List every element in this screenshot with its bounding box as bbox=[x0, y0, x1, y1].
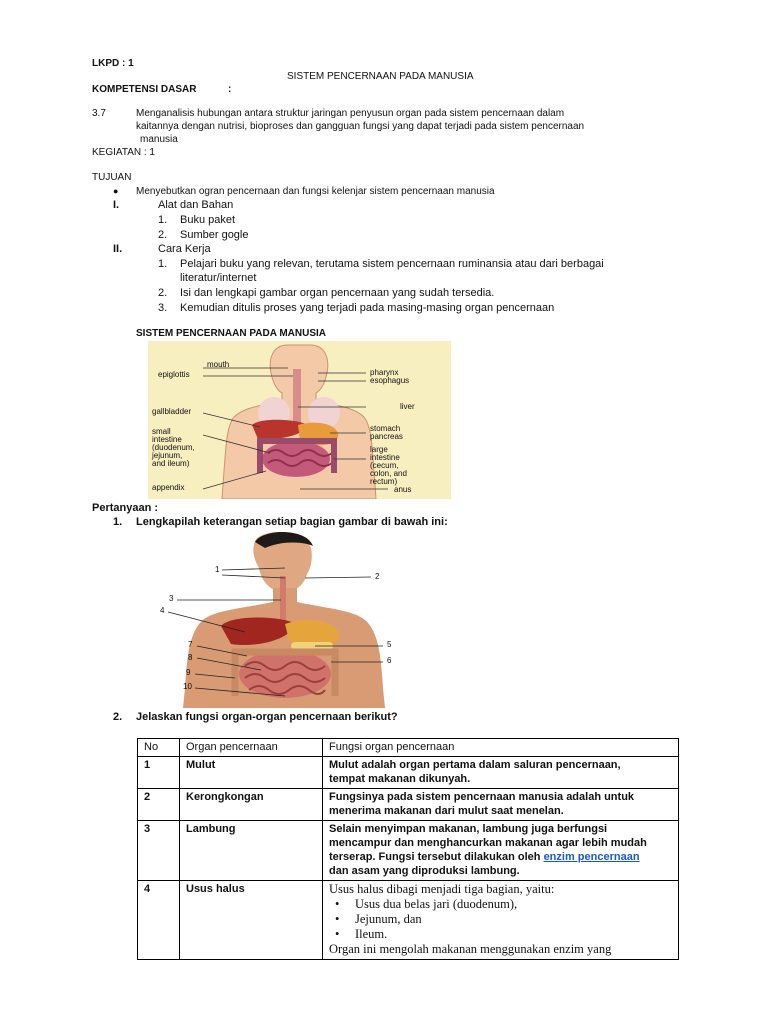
figure-number-1: 1 bbox=[215, 565, 220, 574]
row-3-line-1: Selain menyimpan makanan, lambung juga berfungsi bbox=[329, 823, 608, 835]
label-rectum: rectum) bbox=[370, 477, 398, 486]
label-small: small bbox=[152, 427, 171, 436]
document-title: SISTEM PENCERNAAN PADA MANUSIA bbox=[287, 71, 474, 82]
section-1-item-2-text: Sumber gogle bbox=[180, 229, 249, 241]
row-4-function bbox=[323, 881, 679, 960]
man-torso-illustration bbox=[135, 528, 440, 708]
kd-line-2: kaitannya dengan nutrisi, bioproses dan gangguan fungsi yang dapat terjadi pada sistem pencernaan bbox=[136, 121, 585, 132]
section-1-item-2-num: 2. bbox=[158, 229, 168, 241]
row-3-line-3 bbox=[329, 850, 672, 864]
section-2-item-1-cont: literatur/internet bbox=[180, 272, 257, 284]
row-3-organ: Lambung bbox=[180, 821, 323, 881]
label-pancreas: pancreas bbox=[370, 432, 403, 441]
header-no: No bbox=[138, 739, 180, 757]
label-epiglottis: epiglottis bbox=[158, 370, 190, 379]
section-2-numeral: II. bbox=[113, 243, 123, 255]
row-4-bullet-list bbox=[329, 897, 672, 942]
row-3-line-4: dan asam yang diproduksi lambung. bbox=[329, 865, 520, 877]
section-2-item-2-text: Isi dan lengkapi gambar organ pencernaan yang sudah tersedia. bbox=[180, 287, 495, 299]
section-2-item-3-num: 3. bbox=[158, 302, 168, 314]
digestive-system-diagram bbox=[148, 341, 451, 499]
figure-number-6: 6 bbox=[387, 656, 392, 665]
table-row bbox=[138, 789, 679, 821]
section-2-item-1-text: Pelajari buku yang relevan, terutama sistem pencernaan ruminansia atau dari berbagai bbox=[180, 258, 604, 270]
row-4-no: 4 bbox=[138, 881, 180, 960]
kegiatan-label: KEGIATAN : 1 bbox=[92, 147, 155, 158]
kd-line-3: manusia bbox=[140, 134, 178, 145]
section-1-numeral: I. bbox=[113, 199, 120, 211]
figure-number-5: 5 bbox=[387, 640, 392, 649]
row-4-intro: Usus halus dibagi menjadi tiga bagian, yaitu: bbox=[329, 882, 555, 896]
row-3-no: 3 bbox=[138, 821, 180, 881]
label-stomach: stomach bbox=[370, 424, 401, 433]
row-1-no: 1 bbox=[138, 757, 180, 789]
kompetensi-label: KOMPETENSI DASAR bbox=[92, 84, 197, 95]
label-appendix: appendix bbox=[152, 483, 185, 492]
label-large: large bbox=[370, 445, 388, 454]
label-intestine-left: intestine bbox=[152, 435, 182, 444]
row-2-organ: Kerongkongan bbox=[180, 789, 323, 821]
question-1-number: 1. bbox=[113, 516, 123, 528]
question-1-text: Lengkapilah keterangan setiap bagian gambar di bawah ini: bbox=[136, 516, 448, 528]
label-jejunum: jejunum, bbox=[152, 451, 183, 460]
figure-number-4: 4 bbox=[160, 606, 165, 615]
row-4-outro: Organ ini mengolah makanan menggunakan enzim yang bbox=[329, 942, 612, 956]
label-mouth: mouth bbox=[207, 360, 230, 369]
row-2-line-1: Fungsinya pada sistem pencernaan manusia adalah untuk bbox=[329, 791, 635, 803]
row-3-function bbox=[323, 821, 679, 881]
row-2-no: 2 bbox=[138, 789, 180, 821]
list-item: • Ileum. bbox=[355, 927, 672, 942]
section-2-item-3-text: Kemudian ditulis proses yang terjadi pada masing-masing organ pencernaan bbox=[180, 302, 555, 314]
questions-label: Pertanyaan : bbox=[92, 502, 159, 514]
section-2-item-1-num: 1. bbox=[158, 258, 168, 270]
label-gallbladder: gallbladder bbox=[152, 407, 192, 416]
label-anus: anus bbox=[394, 485, 412, 494]
kompetensi-colon: : bbox=[228, 84, 232, 95]
label-liver: liver bbox=[400, 402, 415, 411]
row-2-function bbox=[323, 789, 679, 821]
label-intestine-right: intestine bbox=[370, 453, 400, 462]
row-1-organ: Mulut bbox=[180, 757, 323, 789]
figure-number-10: 10 bbox=[183, 682, 192, 691]
figure-number-9: 9 bbox=[186, 668, 191, 677]
table-row bbox=[138, 821, 679, 881]
question-2-text: Jelaskan fungsi organ-organ pencernaan berikut? bbox=[136, 711, 398, 723]
table-row bbox=[138, 881, 679, 960]
row-3-line-3-text: terserap. Fungsi tersebut dilakukan oleh bbox=[329, 851, 544, 863]
header-function: Fungsi organ pencernaan bbox=[323, 739, 679, 757]
figure-number-7: 7 bbox=[188, 640, 193, 649]
label-pharynx: pharynx bbox=[370, 368, 399, 377]
label-ileum: and ileum) bbox=[152, 459, 190, 468]
figure-number-3: 3 bbox=[169, 594, 174, 603]
organ-function-table bbox=[137, 738, 679, 960]
table-row bbox=[138, 757, 679, 789]
enzim-pencernaan-link[interactable]: enzim pencernaan bbox=[543, 851, 640, 863]
tujuan-bullet-dot: ● bbox=[113, 186, 119, 196]
list-item: • Usus dua belas jari (duodenum), bbox=[355, 897, 672, 912]
row-2-line-2: menerima makanan dari mulut saat menelan. bbox=[329, 805, 564, 817]
row-1-line-1: Mulut adalah organ pertama dalam saluran pencernaan, bbox=[329, 759, 621, 771]
lkpd-label: LKPD : 1 bbox=[92, 58, 134, 69]
row-3-line-2: mencampur dan menghancurkan makanan agar lebih mudah bbox=[329, 837, 647, 849]
kd-line-1: Menganalisis hubungan antara struktur jaringan penyusun organ pada sistem pencernaan dalam bbox=[136, 108, 565, 119]
section-1-item-1-num: 1. bbox=[158, 214, 168, 226]
label-duodenum: (duodenum, bbox=[152, 443, 195, 452]
figure-number-8: 8 bbox=[188, 653, 193, 662]
numbered-digestive-diagram bbox=[135, 528, 440, 708]
row-1-line-2: tempat makanan dikunyah. bbox=[329, 773, 471, 785]
row-1-function bbox=[323, 757, 679, 789]
section-2-title: Cara Kerja bbox=[158, 243, 211, 255]
header-organ: Organ pencernaan bbox=[180, 739, 323, 757]
label-colon: colon, and bbox=[370, 469, 407, 478]
table-header-row bbox=[138, 739, 679, 757]
section-1-item-1-text: Buku paket bbox=[180, 214, 236, 226]
label-esophagus: esophagus bbox=[370, 376, 410, 385]
kd-number: 3.7 bbox=[92, 108, 106, 119]
section-2-item-2-num: 2. bbox=[158, 287, 168, 299]
section-1-title: Alat dan Bahan bbox=[158, 199, 234, 211]
row-4-organ: Usus halus bbox=[180, 881, 323, 960]
list-item: • Jejunum, dan bbox=[355, 912, 672, 927]
tujuan-label: TUJUAN bbox=[92, 172, 132, 183]
figure-1-caption: SISTEM PENCERNAAN PADA MANUSIA bbox=[136, 328, 327, 339]
label-cecum: (cecum, bbox=[370, 461, 399, 470]
question-2-number: 2. bbox=[113, 711, 123, 723]
figure-number-2: 2 bbox=[375, 572, 380, 581]
tujuan-bullet-text: Menyebutkan ogran pencernaan dan fungsi kelenjar sistem pencernaan manusia bbox=[136, 186, 495, 197]
